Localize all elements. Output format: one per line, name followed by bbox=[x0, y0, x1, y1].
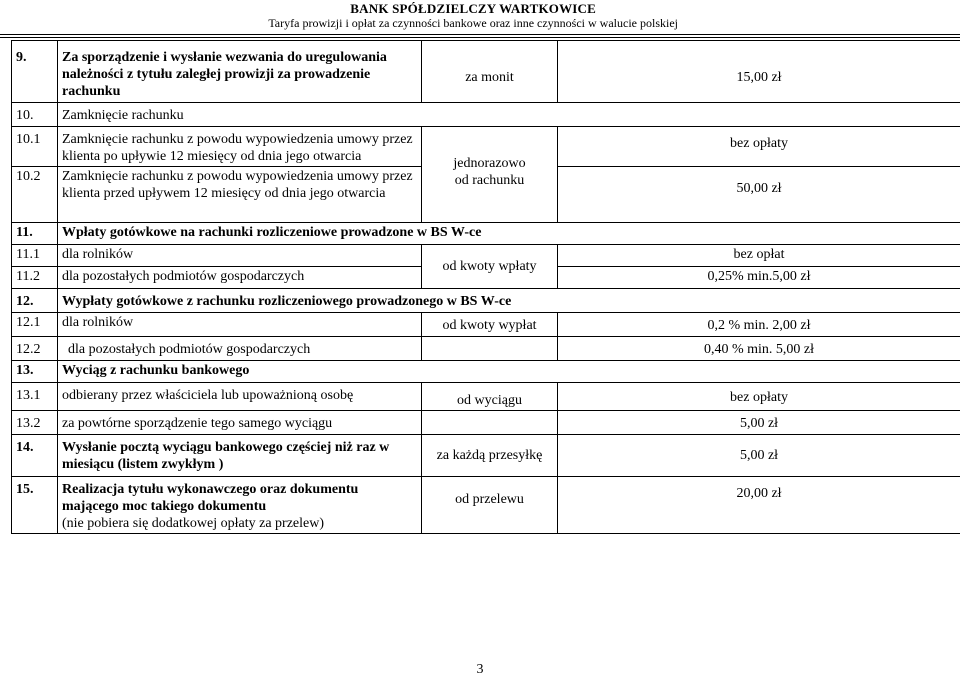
bank-name: BANK SPÓŁDZIELCZY WARTKOWICE bbox=[350, 1, 596, 16]
row-number: 9. bbox=[12, 41, 58, 103]
row-label: dla pozostałych podmiotów gospodarczych bbox=[58, 267, 422, 289]
row-label: dla rolników bbox=[58, 245, 422, 267]
row-basis: od przelewu bbox=[422, 477, 558, 534]
table-row bbox=[12, 337, 960, 361]
table-row bbox=[12, 289, 960, 313]
row-label: Wypłaty gotówkowe z rachunku rozliczeniowego prowadzonego w BS W-ce bbox=[58, 289, 960, 313]
row-number: 10. bbox=[12, 103, 58, 127]
table-row bbox=[12, 411, 960, 435]
row-number: 12.2 bbox=[12, 337, 58, 361]
row-fee: 0,40 % min. 5,00 zł bbox=[558, 337, 960, 361]
table-row bbox=[12, 223, 960, 245]
row-label: Za sporządzenie i wysłanie wezwania do uregulowania należności z tytułu zaległej prowizji za prowadzenie rachunku bbox=[58, 41, 422, 103]
table-row bbox=[12, 313, 960, 337]
table-row bbox=[12, 41, 960, 103]
row-basis: za monit bbox=[422, 41, 558, 103]
row-fee: 0,25% min.5,00 zł bbox=[558, 267, 960, 289]
row-basis: od kwoty wypłat bbox=[422, 313, 558, 337]
row-number: 10.2 bbox=[12, 167, 58, 223]
row-basis: od kwoty wpłaty bbox=[422, 245, 558, 289]
row-label: dla pozostałych podmiotów gospodarczych bbox=[58, 337, 422, 361]
row-label: dla rolników bbox=[58, 313, 422, 337]
row-label: Wpłaty gotówkowe na rachunki rozliczeniowe prowadzone w BS W-ce bbox=[58, 223, 960, 245]
row-basis: od wyciągu bbox=[422, 383, 558, 411]
row-fee: 20,00 zł bbox=[558, 477, 960, 534]
row-label: za powtórne sporządzenie tego samego wyciągu bbox=[58, 411, 422, 435]
row-fee: 15,00 zł bbox=[558, 41, 960, 103]
row-number: 13.1 bbox=[12, 383, 58, 411]
row-number: 12.1 bbox=[12, 313, 58, 337]
row-fee: 0,2 % min. 2,00 zł bbox=[558, 313, 960, 337]
tariff-table bbox=[11, 40, 960, 534]
row-fee: bez opłaty bbox=[558, 383, 960, 411]
row-number: 13. bbox=[12, 361, 58, 383]
table-row bbox=[12, 361, 960, 383]
row-fee: 50,00 zł bbox=[558, 167, 960, 223]
row-number: 10.1 bbox=[12, 127, 58, 167]
row-fee: bez opłaty bbox=[558, 127, 960, 167]
table-row bbox=[12, 245, 960, 267]
row-number: 12. bbox=[12, 289, 58, 313]
row-label: Zamknięcie rachunku z powodu wypowiedzenia umowy przez klienta po upływie 12 miesięcy od dnia jego otwarcia bbox=[58, 127, 422, 167]
tariff-subtitle: Taryfa prowizji i opłat za czynności bankowe oraz inne czynności w walucie polskiej bbox=[268, 16, 678, 30]
table-row bbox=[12, 477, 960, 534]
row-label bbox=[58, 477, 422, 534]
row-number: 11.2 bbox=[12, 267, 58, 289]
row-basis-empty bbox=[422, 337, 558, 361]
row-fee: bez opłat bbox=[558, 245, 960, 267]
row-number: 15. bbox=[12, 477, 58, 534]
row-number: 11.1 bbox=[12, 245, 58, 267]
row-label: Wysłanie pocztą wyciągu bankowego częściej niż raz w miesiącu (listem zwykłym ) bbox=[58, 435, 422, 477]
table-row bbox=[12, 383, 960, 411]
row-basis: jednorazowo od rachunku bbox=[422, 127, 558, 223]
document-header bbox=[268, 1, 678, 31]
row-basis: za każdą przesyłkę bbox=[422, 435, 558, 477]
header-rule-secondary bbox=[0, 37, 960, 38]
row-label: Zamknięcie rachunku bbox=[58, 103, 960, 127]
table-row bbox=[12, 127, 960, 167]
row-label-main: Realizacja tytułu wykonawczego oraz dokumentu mającego moc takiego dokumentu bbox=[62, 482, 359, 514]
row-label-note: (nie pobiera się dodatkowej opłaty za przelew) bbox=[62, 516, 325, 531]
row-number: 14. bbox=[12, 435, 58, 477]
row-basis-empty bbox=[422, 411, 558, 435]
header-rule bbox=[0, 34, 960, 35]
row-label: Zamknięcie rachunku z powodu wypowiedzenia umowy przez klienta przed upływem 12 miesięcy od dnia jego otwarcia bbox=[58, 167, 422, 223]
row-label: odbierany przez właściciela lub upoważnioną osobę bbox=[58, 383, 422, 411]
row-fee: 5,00 zł bbox=[558, 411, 960, 435]
row-number: 13.2 bbox=[12, 411, 58, 435]
row-fee: 5,00 zł bbox=[558, 435, 960, 477]
table-row bbox=[12, 103, 960, 127]
row-label: Wyciąg z rachunku bankowego bbox=[58, 361, 960, 383]
row-number: 11. bbox=[12, 223, 58, 245]
page-number: 3 bbox=[476, 662, 484, 677]
table-row bbox=[12, 435, 960, 477]
